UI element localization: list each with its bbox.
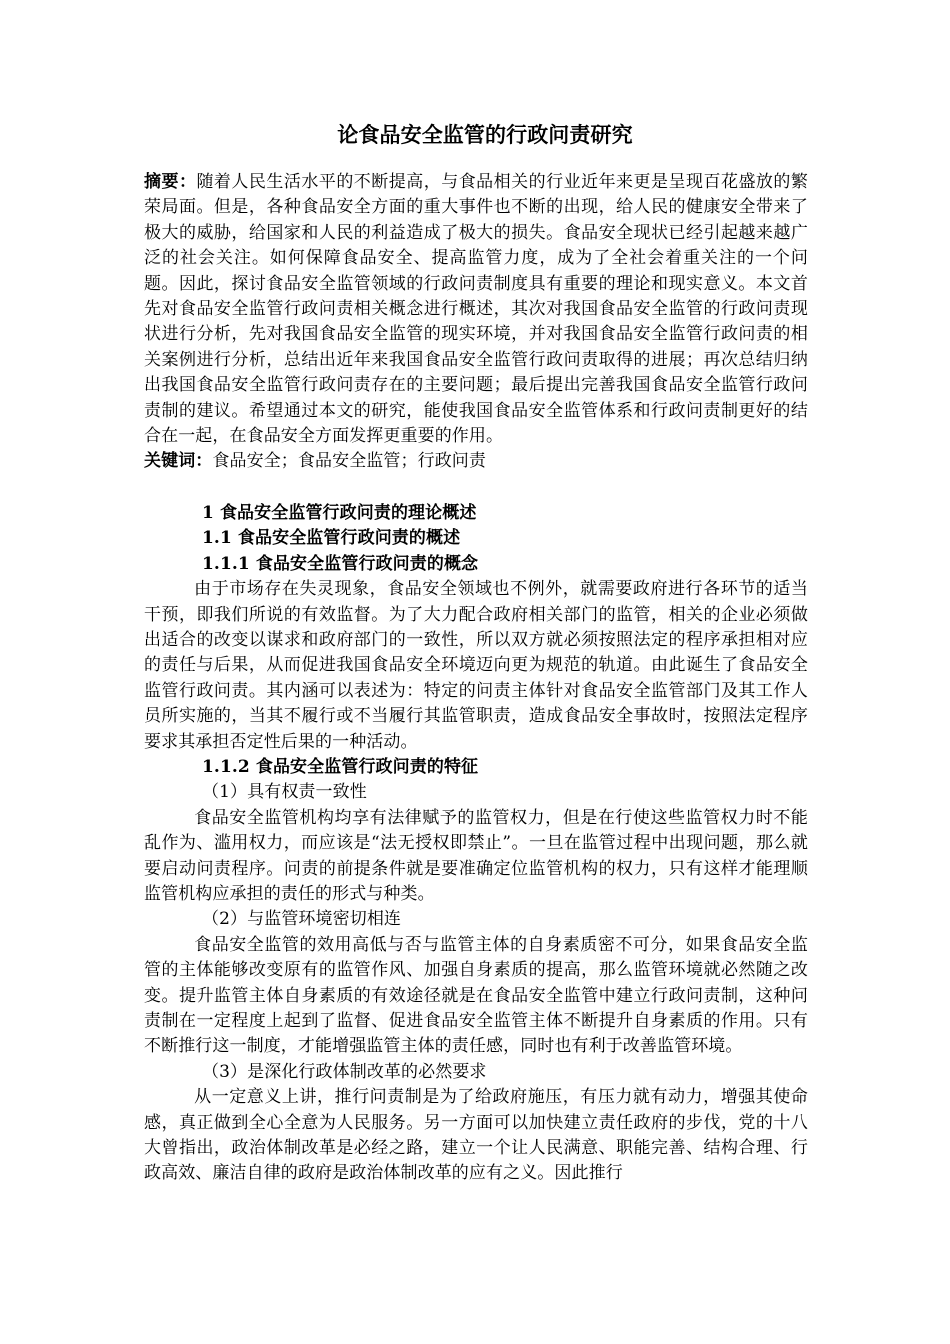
keywords-label: 关键词： (144, 451, 213, 472)
body-paragraph-concept: 由于市场存在失灵现象，食品安全领域也不例外，就需要政府进行各环节的适当干预，即我们所说的有效监督。为了大力配合政府相关部门的监管，相关的企业必须做出适合的改变以谋求和政府部门的一致性，所以双方就必须按照法定的程序承担相对应的责任与后果，从而促进我国食品安全环境迈向更为规范的轨道。由此诞生了食品安全监管行政问责。其内涵可以表述为：特定的问责主体针对食品安全监管部门及其工作人员所实施的，当其不履行或不当履行其监管职责，造成食品安全事故时，按照法定程序要求其承担否定性后果的一种活动。 (144, 579, 808, 752)
list-item-1: （1）具有权责一致性 (202, 782, 367, 803)
abstract-label: 摘要： (144, 172, 197, 192)
keywords-text: 食品安全；食品安全监管；行政问责 (212, 451, 487, 472)
abstract-text: 随着人民生活水平的不断提高，与食品相关的行业近年来更是呈现百花盛放的繁荣局面。但是，各种食品安全方面的重大事件也不断的出现，给人民的健康安全带来了极大的威胁，给国家和人民的利益造成了极大的损失。食品安全现状已经引起越来越广泛的社会关注。如何保障食品安全、提高监管力度，成为了全社会着重关注的一个问题。因此，探讨食品安全监管领域的行政问责制度具有重要的理论和现实意义。本文首先对食品安全监管行政问责相关概念进行概述，其次对我国食品安全监管的行政问责现状进行分析，先对我国食品安全监管的现实环境，并对我国食品安全监管行政问责的相关案例进行分析，总结出近年来我国食品安全监管行政问责取得的进展；再次总结归纳出我国食品安全监管行政问责存在的主要问题；最后提出完善我国食品安全监管行政问责制的建议。希望通过本文的研究，能使我国食品安全监管体系和行政问责制更好的结合在一起，在食品安全方面发挥更重要的作用。 (144, 172, 808, 447)
heading-level-2: 1.1 食品安全监管行政问责的概述 (202, 528, 461, 549)
section-spacer (144, 475, 808, 501)
heading-level-1: 1 食品安全监管行政问责的理论概述 (202, 502, 477, 523)
body-paragraph-2: 食品安全监管的效用高低与否与监管主体的自身素质密不可分，如果食品安全监管的主体能够改变原有的监管作风、加强自身素质的提高，那么监管环境就必然随之改变。提升监管主体自身素质的有效途径就是在食品安全监管中建立行政问责制，这种问责制在一定程度上起到了监督、促进食品安全监管主体不断提升自身素质的作用。只有不断推行这一制度，才能增强监管主体的责任感，同时也有利于改善监管环境。 (144, 934, 808, 1057)
body-paragraph-3: 从一定意义上讲，推行问责制是为了给政府施压，有压力就有动力，增强其使命感，真正做到全心全意为人民服务。另一方面可以加快建立责任政府的步伐，党的十八大曾指出，政治体制改革是必经之路，建立一个让人民满意、职能完善、结构合理、行政高效、廉洁自律的政府是政治体制改革的应有之义。因此推行 (144, 1087, 808, 1184)
list-item-2: （2）与监管环境密切相连 (202, 909, 402, 930)
heading-level-3-concept: 1.1.1 食品安全监管行政问责的概念 (202, 553, 479, 574)
list-item-3: （3）是深化行政体制改革的必然要求 (202, 1061, 487, 1082)
heading-level-3-features: 1.1.2 食品安全监管行政问责的特征 (202, 756, 479, 777)
document-title: 论食品安全监管的行政问责研究 (337, 122, 633, 147)
body-paragraph-1: 食品安全监管机构均享有法律赋予的监管权力，但是在行使这些监管权力时不能乱作为、滥用权力，而应该是“法无授权即禁止”。一旦在监管过程中出现问题，那么就要启动问责程序。问责的前提条件就是要准确定位监管机构的权力，只有这样才能理顺监管机构应承担的责任的形式与种类。 (144, 807, 808, 904)
document-body (144, 120, 808, 1187)
keywords-paragraph (144, 449, 808, 474)
abstract-paragraph (144, 170, 808, 449)
